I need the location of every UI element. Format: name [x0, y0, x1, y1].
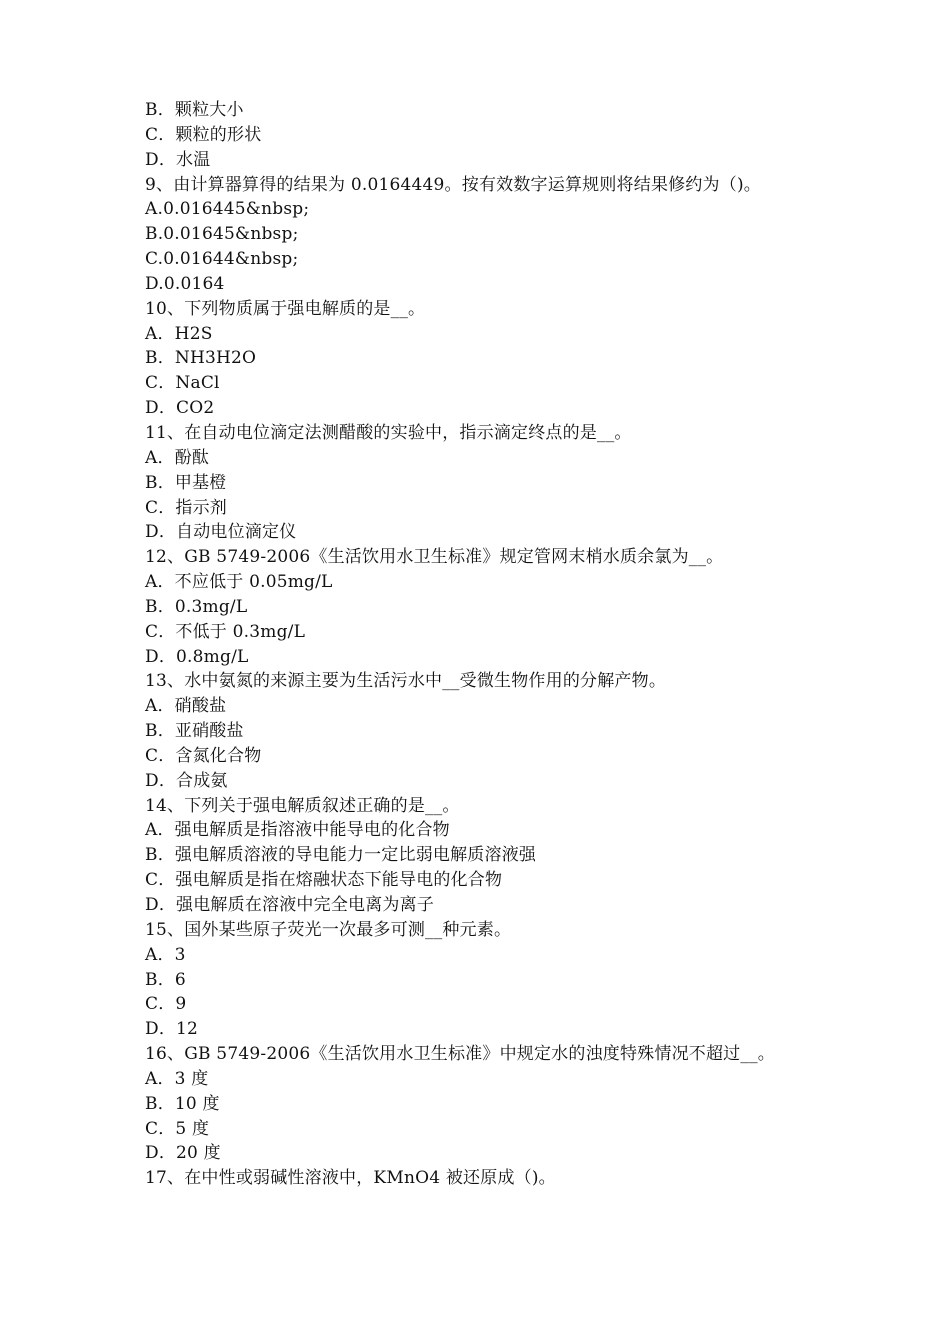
question-line: 14、下列关于强电解质叙述正确的是__。: [145, 795, 460, 816]
option-line: D．强电解质在溶液中完全电离为离子: [145, 895, 435, 915]
option-line: D．自动电位滴定仪: [145, 522, 297, 543]
document-body: [145, 98, 835, 1191]
question-line: 15、国外某些原子荧光一次最多可测__种元素。: [145, 919, 512, 940]
option-line: B．强电解质溶液的导电能力一定比弱电解质溶液强: [145, 845, 537, 866]
option-line: B.0.01645&nbsp;: [145, 224, 299, 245]
option-line: C．指示剂: [145, 497, 228, 518]
option-line: C．9: [145, 994, 187, 1015]
question-line: 16、GB 5749-2006《生活饮用水卫生标准》中规定水的浊度特殊情况不超过__。: [145, 1044, 775, 1065]
option-line: C．颗粒的形状: [145, 124, 262, 145]
option-line: D．水温: [145, 149, 211, 170]
option-line: D．0.8mg/L: [145, 646, 249, 667]
option-line: B．6: [145, 969, 186, 990]
option-line: D．12: [145, 1019, 199, 1040]
option-line: A．3 度: [145, 1068, 209, 1089]
option-line: C．含氮化合物: [145, 745, 262, 766]
option-line: C．5 度: [145, 1118, 210, 1139]
option-line: D．合成氨: [145, 770, 228, 791]
option-line: A．强电解质是指溶液中能导电的化合物: [145, 820, 450, 841]
option-line: B．颗粒大小: [145, 100, 244, 120]
option-line: A．硝酸盐: [145, 696, 227, 717]
question-line: 12、GB 5749-2006《生活饮用水卫生标准》规定管网末梢水质余氯为__。: [145, 547, 724, 568]
option-line: A．不应低于 0.05mg/L: [145, 572, 333, 593]
option-line: B．10 度: [145, 1093, 220, 1114]
option-line: D．20 度: [145, 1143, 221, 1164]
option-line: B．甲基橙: [145, 472, 227, 493]
question-line: 10、下列物质属于强电解质的是__。: [145, 298, 426, 319]
option-line: A．酚酞: [145, 447, 210, 468]
option-line: D.0.0164: [145, 273, 225, 294]
option-line: A．H2S: [145, 323, 213, 344]
option-line: C．不低于 0.3mg/L: [145, 621, 306, 642]
option-line: D．CO2: [145, 398, 215, 419]
option-line: B．0.3mg/L: [145, 596, 248, 617]
question-line: 11、在自动电位滴定法测醋酸的实验中，指示滴定终点的是__。: [145, 422, 632, 443]
question-line: 9、由计算器算得的结果为 0.0164449。按有效数字运算规则将结果修约为（)。: [145, 174, 761, 195]
question-line: 17、在中性或弱碱性溶液中，KMnO4 被还原成（)。: [145, 1168, 556, 1189]
option-line: B．NH3H2O: [145, 348, 257, 369]
option-line: C.0.01644&nbsp;: [145, 249, 299, 270]
option-line: C．强电解质是指在熔融状态下能导电的化合物: [145, 870, 503, 891]
option-line: B．亚硝酸盐: [145, 721, 244, 742]
option-line: A.0.016445&nbsp;: [145, 199, 310, 220]
option-line: C．NaCl: [145, 373, 220, 394]
option-line: A．3: [145, 944, 186, 965]
question-line: 13、水中氨氮的来源主要为生活污水中__受微生物作用的分解产物。: [145, 671, 667, 692]
